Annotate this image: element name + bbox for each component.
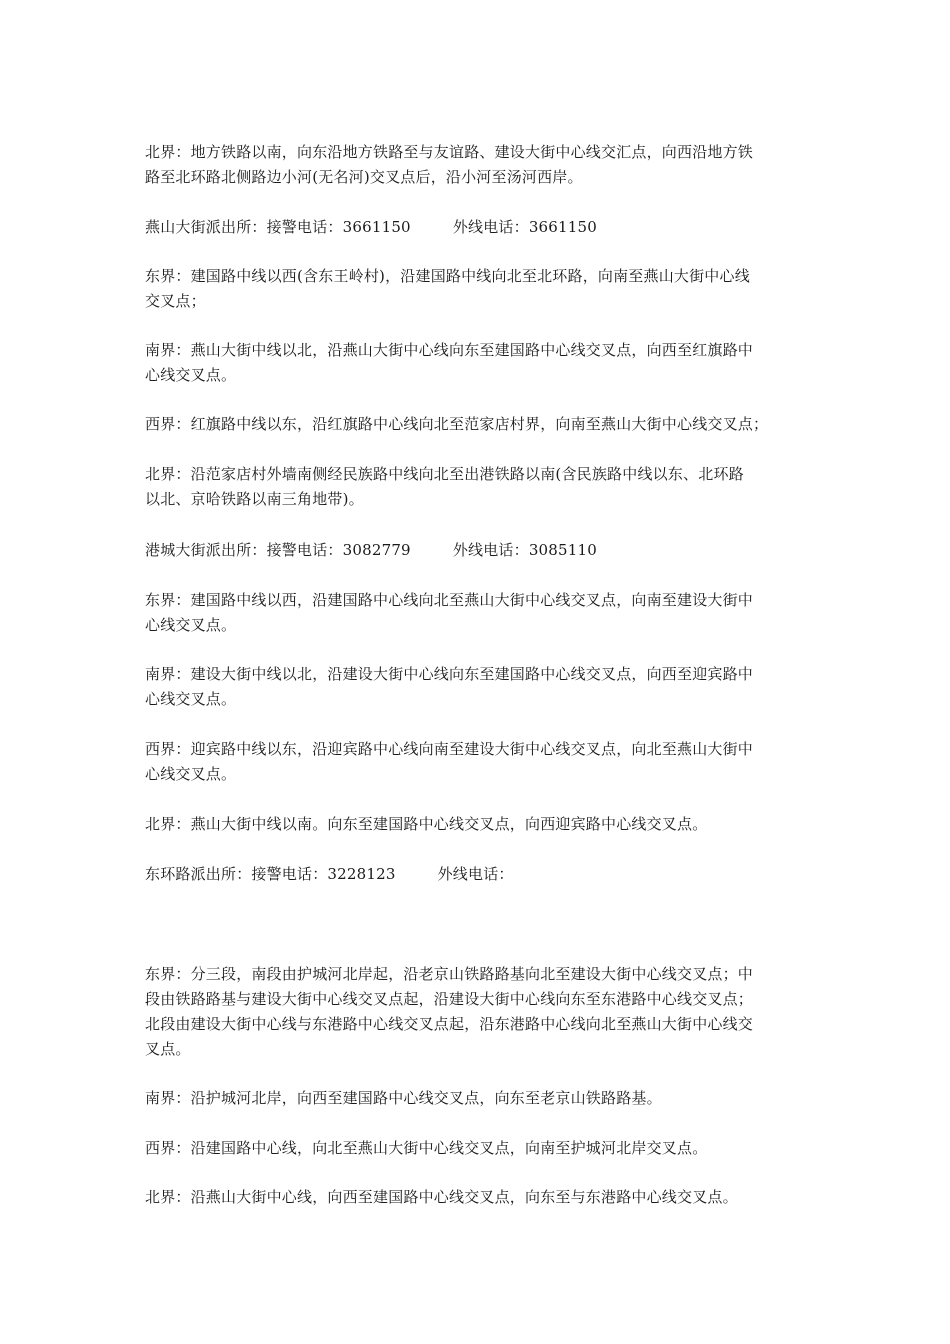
text-line: 叉点。	[145, 1040, 191, 1058]
text-line: 心线交叉点。	[145, 616, 237, 634]
text-line: 西界：迎宾路中线以东，沿迎宾路中心线向南至建设大街中心线交叉点，向北至燕山大街中	[145, 740, 754, 758]
boundary-paragraph-east	[145, 264, 810, 314]
boundary-paragraph-south	[145, 662, 810, 712]
boundary-paragraph-north	[145, 812, 810, 837]
boundary-paragraph-north	[145, 140, 810, 190]
text-line: 东界：建国路中线以西，沿建国路中心线向北至燕山大街中心线交叉点，向南至建设大街中	[145, 591, 754, 609]
outside-phone: 外线电话：3661150	[452, 218, 598, 236]
text-line: 西界：红旗路中线以东，沿红旗路中心线向北至范家店村界，向南至燕山大街中心线交叉点；	[145, 415, 769, 433]
station-line	[145, 538, 810, 563]
outside-phone: 外线电话：	[437, 865, 514, 883]
station-phone: 燕山大街派出所：接警电话：3661150	[145, 218, 411, 236]
text-line: 西界：沿建国路中心线，向北至燕山大街中心线交叉点，向南至护城河北岸交叉点。	[145, 1139, 708, 1157]
text-line: 南界：燕山大街中线以北，沿燕山大街中心线向东至建国路中心线交叉点，向西至红旗路中	[145, 341, 754, 359]
text-line: 东界：建国路中线以西(含东王岭村)，沿建国路中线向北至北环路，向南至燕山大街中心线	[145, 267, 750, 285]
text-line: 以北、京哈铁路以南三角地带)。	[145, 490, 364, 508]
station-phone: 港城大街派出所：接警电话：3082779	[145, 541, 411, 559]
boundary-paragraph-east	[145, 962, 810, 1062]
text-line: 北界：沿范家店村外墙南侧经民族路中线向北至出港铁路以南(含民族路中线以东、北环路	[145, 465, 744, 483]
station-heading-gangcheng	[145, 538, 810, 563]
text-line: 北界：燕山大街中线以南。向东至建国路中心线交叉点，向西迎宾路中心线交叉点。	[145, 815, 708, 833]
station-heading-yanshan	[145, 215, 810, 240]
text-line: 段由铁路路基与建设大街中心线交叉点起，沿建设大街中心线向东至东港路中心线交叉点；	[145, 990, 754, 1008]
boundary-paragraph-west	[145, 737, 810, 787]
text-line: 交叉点；	[145, 292, 206, 310]
boundary-paragraph-north	[145, 462, 810, 512]
station-line	[145, 215, 810, 240]
text-line: 心线交叉点。	[145, 366, 237, 384]
station-heading-donghuanlu	[145, 862, 810, 887]
text-line: 南界：沿护城河北岸，向西至建国路中心线交叉点，向东至老京山铁路路基。	[145, 1089, 662, 1107]
text-line: 心线交叉点。	[145, 765, 237, 783]
boundary-paragraph-south	[145, 1086, 810, 1111]
text-line: 北界：沿燕山大街中心线，向西至建国路中心线交叉点，向东至与东港路中心线交叉点。	[145, 1188, 738, 1206]
station-line	[145, 862, 810, 887]
text-line: 北界：地方铁路以南，向东沿地方铁路至与友谊路、建设大街中心线交汇点，向西沿地方铁	[145, 143, 754, 161]
text-line: 东界：分三段，南段由护城河北岸起，沿老京山铁路路基向北至建设大街中心线交叉点；中	[145, 965, 754, 983]
boundary-paragraph-west	[145, 1136, 810, 1161]
text-line: 北段由建设大街中心线与东港路中心线交叉点起，沿东港路中心线向北至燕山大街中心线交	[145, 1015, 754, 1033]
boundary-paragraph-east	[145, 588, 810, 638]
outside-phone: 外线电话：3085110	[452, 541, 598, 559]
station-phone: 东环路派出所：接警电话：3228123	[145, 865, 396, 883]
text-line: 心线交叉点。	[145, 690, 237, 708]
text-line: 南界：建设大街中线以北，沿建设大街中心线向东至建国路中心线交叉点，向西至迎宾路中	[145, 665, 754, 683]
boundary-paragraph-south	[145, 338, 810, 388]
boundary-paragraph-north	[145, 1185, 810, 1210]
boundary-paragraph-west	[145, 412, 810, 437]
text-line: 路至北环路北侧路边小河(无名河)交叉点后，沿小河至汤河西岸。	[145, 168, 583, 186]
